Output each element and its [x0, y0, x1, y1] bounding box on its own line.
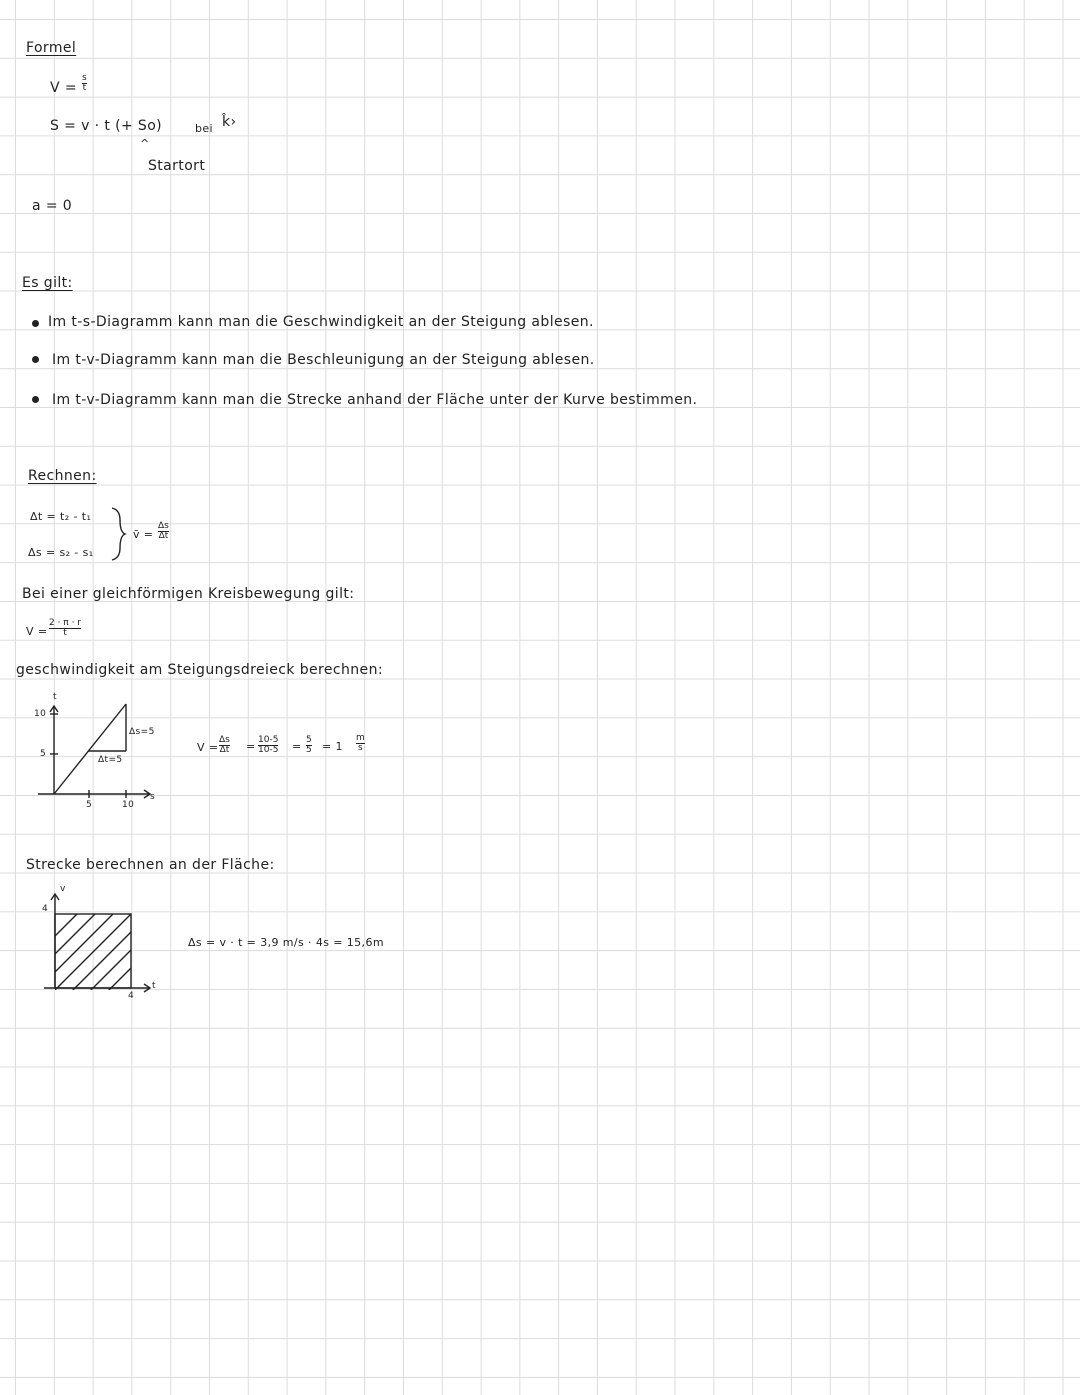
- delta-t-label: Δt=5: [98, 755, 123, 765]
- equals-sign: =: [292, 740, 302, 753]
- delta-s-formula: Δs = s₂ - s₁: [28, 546, 94, 559]
- curly-brace-icon: [110, 506, 126, 562]
- x-tick-label: 10: [122, 800, 135, 810]
- fraction-numerator: 10-5: [258, 735, 279, 745]
- fraction-numerator: m: [356, 733, 365, 743]
- kreis-formula-lhs: V =: [26, 625, 48, 638]
- fraction-numerator: Δs: [158, 521, 169, 531]
- acceleration-zero: a = 0: [32, 198, 73, 214]
- fraction-numerator: 5: [306, 735, 312, 745]
- y-tick-label: 5: [40, 749, 47, 759]
- fraction-denominator: t: [63, 628, 67, 638]
- bullet-icon: [32, 320, 39, 327]
- velocity-formula-lhs: V =: [50, 80, 77, 96]
- bei-label: bei: [195, 122, 214, 135]
- distance-formula: S = v · t (+ So): [50, 118, 163, 134]
- y-tick-label: 4: [42, 904, 49, 914]
- fraction-denominator: Δt: [158, 531, 169, 541]
- es-gilt-item-2: Im t-v-Diagramm kann man die Beschleunigung an der Steigung ablesen.: [52, 352, 595, 368]
- velocity-formula-fraction: [82, 74, 87, 93]
- bullet-icon: [32, 396, 39, 403]
- slope-fraction-2: [258, 736, 278, 755]
- es-gilt-item-3: Im t-v-Diagramm kann man die Strecke anhand der Fläche unter der Kurve bestimmen.: [52, 392, 698, 408]
- x-tick-label: 5: [86, 800, 93, 810]
- startort-label: Startort: [148, 158, 206, 174]
- x-tick-label: 4: [128, 991, 135, 1001]
- slope-result: = 1: [322, 740, 343, 753]
- x-axis-label: t: [152, 981, 156, 991]
- fraction-denominator: s: [358, 743, 363, 753]
- hat-icon: k̂: [222, 114, 231, 130]
- y-axis-label: v: [60, 884, 66, 894]
- area-diagram: [40, 886, 160, 998]
- area-formula: Δs = v · t = 3,9 m/s · 4s = 15,6m: [188, 936, 384, 949]
- flaeche-heading: Strecke berechnen an der Fläche:: [26, 857, 275, 873]
- es-gilt-item-1: Im t-s-Diagramm kann man die Geschwindigkeit an der Steigung ablesen.: [48, 314, 594, 330]
- fraction-denominator: 5: [306, 745, 312, 755]
- slope-fraction-1: [219, 736, 230, 755]
- kreis-formula-fraction: [49, 619, 81, 638]
- unit-fraction: [356, 734, 365, 753]
- steigung-heading: geschwindigkeit am Steigungsdreieck berechnen:: [16, 662, 383, 678]
- fraction-denominator: t: [82, 83, 87, 93]
- fraction-numerator: 2 · π · r: [49, 618, 82, 628]
- fraction-denominator: Δt: [219, 745, 230, 755]
- fraction-numerator: Δs: [219, 735, 230, 745]
- right-arrow-icon: ›: [230, 114, 237, 130]
- y-axis-label: t: [53, 692, 57, 702]
- bullet-icon: [32, 356, 39, 363]
- es-gilt-heading: Es gilt:: [22, 275, 73, 291]
- fraction-denominator: 10-5: [258, 745, 279, 755]
- x-axis-label: s: [150, 792, 156, 802]
- delta-s-label: Δs=5: [129, 727, 155, 737]
- kreisbewegung-text: Bei einer gleichförmigen Kreisbewegung gilt:: [22, 586, 355, 602]
- arrow-glyph-note: [222, 114, 237, 130]
- slope-formula-lhs: V =: [197, 741, 219, 754]
- velocity-line: [54, 704, 126, 794]
- mean-velocity-fraction: [158, 522, 169, 541]
- area-hatching: [55, 914, 185, 992]
- mean-velocity-lhs: v̄ =: [133, 528, 154, 541]
- y-tick-label: 10: [34, 709, 47, 719]
- startort-arrow-icon: ^: [140, 137, 150, 150]
- slope-fraction-3: [306, 736, 312, 755]
- formel-heading: Formel: [26, 40, 77, 56]
- fraction-numerator: s: [82, 73, 87, 83]
- rechnen-heading: Rechnen:: [28, 468, 97, 484]
- equals-sign: =: [246, 740, 256, 753]
- delta-t-formula: Δt = t₂ - t₁: [30, 510, 92, 523]
